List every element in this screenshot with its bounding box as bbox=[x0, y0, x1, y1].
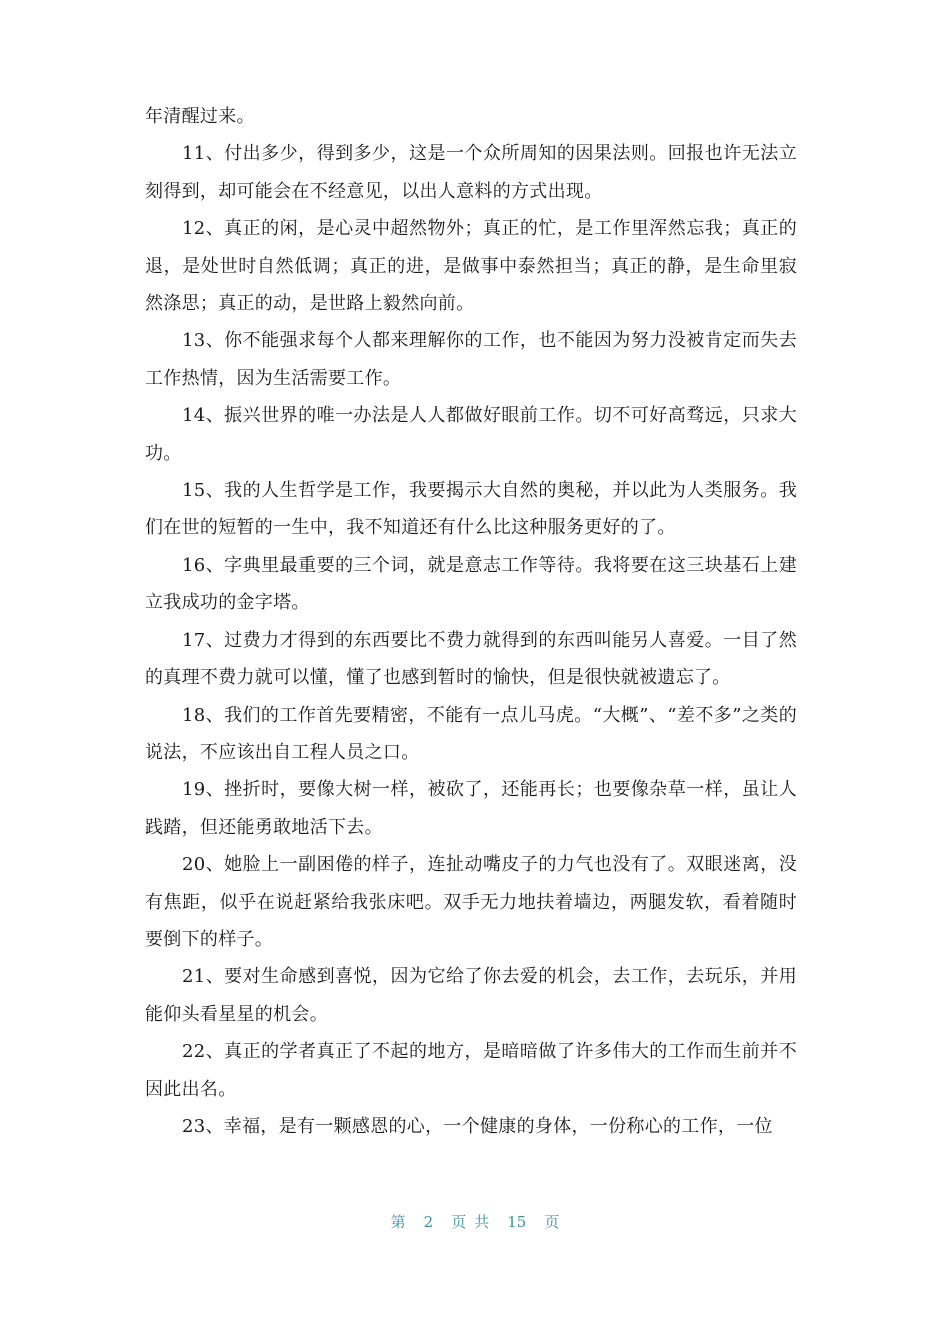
paragraph: 18、我们的工作首先要精密，不能有一点儿马虎。“大概”、“差不多”之类的说法，不应该出自工程人员之口。 bbox=[145, 704, 797, 763]
paragraph: 16、字典里最重要的三个词，就是意志工作等待。我将要在这三块基石上建立我成功的金字塔。 bbox=[145, 554, 797, 614]
footer-di: 第 bbox=[390, 1213, 406, 1231]
paragraph: 20、她脸上一副困倦的样子，连扯动嘴皮子的力气也没有了。双眼迷离，没有焦距，似乎在说赶紧给我张床吧。双手无力地扶着墙边，两腿发软，看着随时要倒下的样子。 bbox=[145, 854, 797, 950]
paragraph: 21、要对生命感到喜悦，因为它给了你去爱的机会，去工作，去玩乐，并用能仰头看星星的机会。 bbox=[145, 966, 797, 1025]
paragraph: 11、付出多少，得到多少，这是一个众所周知的因果法则。回报也许无法立刻得到，却可能会在不经意见，以出人意料的方式出现。 bbox=[145, 143, 797, 202]
footer-ye: 页 bbox=[451, 1213, 467, 1231]
paragraph: 12、真正的闲，是心灵中超然物外；真正的忙，是工作里浑然忘我；真正的退，是处世时自然低调；真正的进，是做事中泰然担当；真正的静，是生命里寂然涤思；真正的动，是世路上毅然向前。 bbox=[145, 218, 797, 315]
paragraph: 13、你不能强求每个人都来理解你的工作，也不能因为努力没被肯定而失去工作热情，因为生活需要工作。 bbox=[145, 330, 797, 389]
paragraph: 15、我的人生哲学是工作，我要揭示大自然的奥秘，并以此为人类服务。我们在世的短暂的一生中，我不知道还有什么比这种服务更好的了。 bbox=[145, 480, 797, 539]
page-footer bbox=[0, 1211, 950, 1232]
footer-page-number: 2 bbox=[423, 1213, 434, 1231]
paragraph: 22、真正的学者真正了不起的地方，是暗暗做了许多伟大的工作而生前并不因此出名。 bbox=[145, 1041, 797, 1100]
footer-gong: 共 bbox=[474, 1213, 490, 1231]
footer-total-pages: 15 bbox=[507, 1213, 527, 1231]
paragraph: 年清醒过来。 bbox=[145, 106, 255, 127]
paragraph: 17、过费力才得到的东西要比不费力就得到的东西叫能另人喜爱。一目了然的真理不费力就可以懂，懂了也感到暂时的愉快，但是很快就被遗忘了。 bbox=[145, 629, 797, 689]
footer-ye2: 页 bbox=[544, 1213, 560, 1231]
paragraph: 14、振兴世界的唯一办法是人人都做好眼前工作。切不可好高骛远，只求大功。 bbox=[145, 405, 797, 464]
document-body bbox=[145, 98, 797, 1145]
paragraph: 19、挫折时，要像大树一样，被砍了，还能再长；也要像杂草一样，虽让人践踏，但还能勇敢地活下去。 bbox=[145, 779, 797, 838]
paragraph: 23、幸福，是有一颗感恩的心，一个健康的身体，一份称心的工作，一位 bbox=[182, 1115, 773, 1137]
